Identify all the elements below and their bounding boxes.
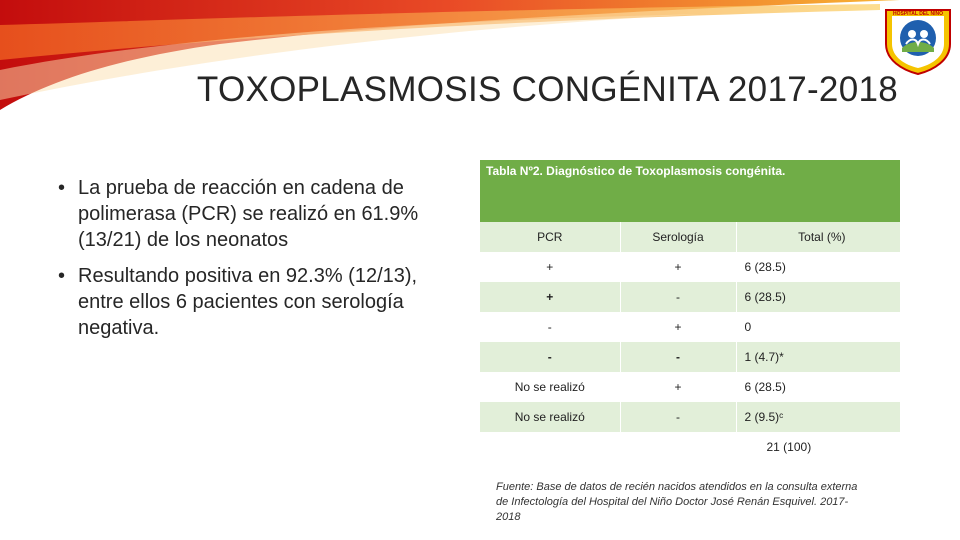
table-header-row [480, 222, 900, 252]
table-row [480, 402, 900, 432]
table-row [480, 282, 900, 312]
table-row [480, 342, 900, 372]
diagnosis-table [480, 160, 900, 462]
cell-pcr: No se realizó [480, 402, 620, 432]
cell-total: 2 (9.5)ᶜ [736, 402, 900, 432]
cell-pcr: - [480, 342, 620, 372]
table-total-row [480, 432, 900, 462]
cell-total: 6 (28.5) [736, 372, 900, 402]
table-caption: Tabla Nº2. Diagnóstico de Toxoplasmosis congénita. [480, 160, 900, 222]
svg-text:HOSPITAL DEL NIÑO: HOSPITAL DEL NIÑO [892, 11, 944, 17]
cell-serologia: + [620, 312, 736, 342]
bullet-list [58, 175, 468, 351]
cell-grand-total: 21 (100) [736, 432, 900, 462]
cell-empty [620, 432, 736, 462]
bullet-item: • La prueba de reacción en cadena de polimerasa (PCR) se realizó en 61.9% (13/21) de los neonatos [58, 175, 468, 253]
table-row [480, 312, 900, 342]
cell-pcr: + [480, 252, 620, 282]
header-serologia: Serología [620, 222, 736, 252]
slide-title: TOXOPLASMOSIS CONGÉNITA 2017-2018 [196, 70, 898, 109]
cell-pcr: - [480, 312, 620, 342]
cell-serologia: - [620, 402, 736, 432]
cell-total: 6 (28.5) [736, 282, 900, 312]
cell-serologia: - [620, 342, 736, 372]
data-table [480, 222, 901, 462]
table-row [480, 252, 900, 282]
bullet-item: • Resultando positiva en 92.3% (12/13), entre ellos 6 pacientes con serología negativa. [58, 263, 468, 341]
cell-serologia: + [620, 372, 736, 402]
cell-total: 0 [736, 312, 900, 342]
cell-empty [480, 432, 620, 462]
cell-pcr: No se realizó [480, 372, 620, 402]
cell-serologia: - [620, 282, 736, 312]
header-pcr: PCR [480, 222, 620, 252]
hospital-logo [882, 4, 954, 76]
header-total: Total (%) [736, 222, 900, 252]
cell-total: 1 (4.7)* [736, 342, 900, 372]
cell-pcr: + [480, 282, 620, 312]
table-source-note: Fuente: Base de datos de recién nacidos atendidos en la consulta externa de Infectología del Hospital del Niño Doctor José Renán Esquivel. 2017-2018 [496, 481, 858, 523]
table-row [480, 372, 900, 402]
cell-total: 6 (28.5) [736, 252, 900, 282]
cell-serologia: + [620, 252, 736, 282]
